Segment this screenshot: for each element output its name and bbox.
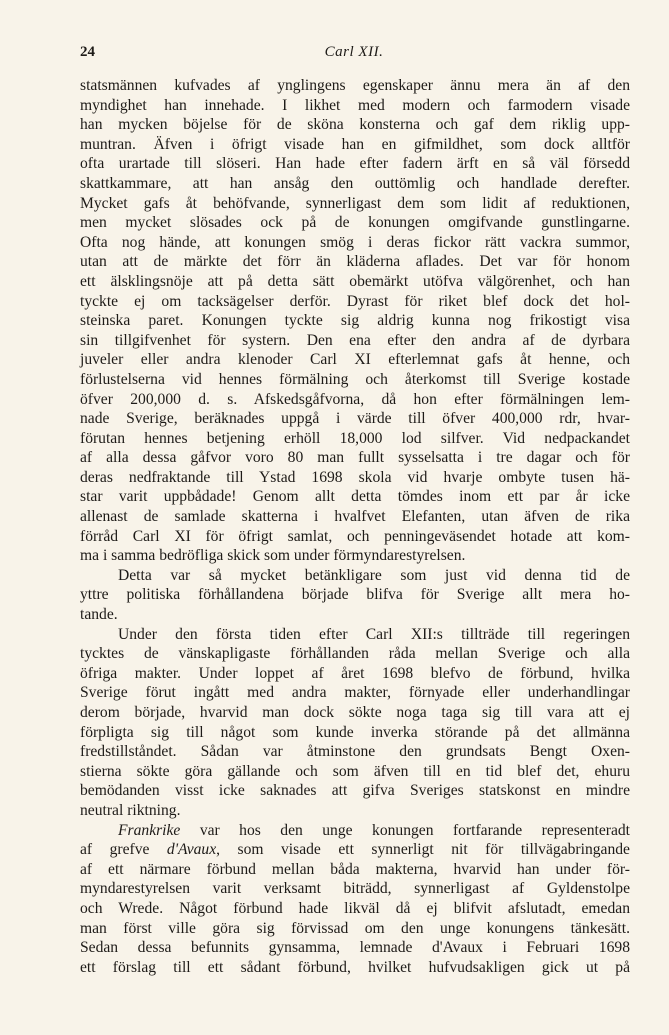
text-line: ofta urartade till slöseri. Han hade efter fadern ärft en så väl försedd (80, 155, 630, 173)
running-title: Carl XII. (324, 44, 384, 60)
text-line: öfriga makter. Under loppet af året 1698 blefvo de förbund, hvilka (80, 664, 630, 682)
text-line: sin tillgifvenhet för systern. Den ena efter den andra af de dyrbara (80, 331, 630, 349)
page-header (80, 44, 628, 66)
text-line: Under den första tiden efter Carl XII:s tillträde till regeringen (118, 625, 630, 643)
text-line: deras nedfraktande till Ystad 1698 skola vid hvarje ombyte tusen hä- (80, 468, 630, 486)
text-line: Mycket gafs åt behöfvande, synnerligast dem som lidit af reduktionen, (80, 194, 630, 212)
text-line: förlustelserna vid hennes förmälning och återkomst till Sverige kostade (80, 370, 630, 388)
body-text (80, 76, 630, 977)
text-line: steinska paret. Konungen tyckte sig aldrig kunna nog frikostigt visa (80, 312, 630, 330)
text-line: allenast de samlade skatterna i hvalfvet Elefanten, utan äfven de rika (80, 508, 630, 526)
text-line (80, 821, 630, 841)
text-line: myndarestyrelsen varit verksamt biträdd, synnerligast af Gyldenstolpe (80, 880, 630, 898)
text-fragment: af grefve (80, 841, 150, 859)
text-line: skattkammare, att han ansåg den outtömlig och handlade derefter. (80, 174, 630, 192)
emphasis-avaux: d'Avaux (166, 841, 217, 859)
text-line: tande. (80, 606, 118, 624)
text-line: statsmännen kufvades af ynglingens egenskaper ännu mera än af den (80, 77, 630, 94)
text-line: Detta var så mycket betänkligare som just vid denna tid de (118, 566, 630, 584)
text-line: förråd Carl XI för öfrigt samlat, och penningeväsendet hotade att kom- (80, 527, 630, 545)
text-line: förpligta sig till något som kunde inverka störande på det allmänna (80, 723, 630, 741)
text-line (80, 840, 630, 860)
text-line: juveler eller andra klenoder Carl XI efterlemnat gafs åt henne, och (80, 351, 630, 369)
page-number: 24 (80, 44, 95, 60)
text-line: af ett närmare förbund mellan båda makterna, hvarvid han under för- (80, 860, 630, 878)
text-line: öfver 200,000 d. s. Afskedsgåfvorna, då hon efter förmälningen lem- (80, 390, 630, 408)
text-line: nade Sverige, beräknades uppgå i värde till öfver 400,000 rdr, hvar- (80, 410, 630, 428)
text-line: ma i samma bedröfliga skick som under förmyndarestyrelsen. (80, 547, 466, 565)
text-line: Sverige förut ingått med andra makter, förnyade eller underhandlingar (80, 684, 630, 702)
text-line: muntran. Äfven i öfrigt visade han en gifmildhet, som dock alltför (80, 135, 630, 153)
text-line: star varit uppbådade! Genom allt detta tömdes inom ett par år icke (80, 488, 630, 506)
text-line: förutan hennes betjening erhöll 18,000 lod silfver. Vid nedpackandet (80, 429, 630, 447)
text-line: man först ville göra sig förvissad om den unge konungens tänkesätt. (80, 919, 630, 937)
text-line: Sedan dessa befunnits gynsamma, lemnade d'Avaux i Februari 1698 (80, 939, 630, 957)
text-line: af alla dessa gåfvor voro 80 man fullt sysselsatta i tre dagar och för (80, 449, 630, 467)
text-line: myndighet han innehade. I likhet med modern och farmodern visade (80, 96, 630, 114)
text-line: derom började, hvarvid man dock sökte noga taga sig till vara att ej (80, 704, 630, 721)
text-line: bemödanden visst icke saknades att gifva Sveriges statskonst en mindre (80, 782, 630, 800)
text-line: han mycken böjelse för de sköna konsterna och gaf dem riklig upp- (80, 116, 630, 134)
text-line: fredstillståndet. Sådan var åtminstone den grundsats Bengt Oxen- (80, 743, 630, 761)
text-fragment: , som visade ett synnerligt nit för tillvägabringande (216, 841, 630, 859)
text-fragment: var hos den unge konungen fortfarande representeradt (199, 821, 630, 839)
text-line: men mycket slösades ock på de konungen omgifvande gunstlingarne. (80, 214, 630, 232)
text-line: ett älsklingsnöje att på detta sätt obemärkt utöfva välgörenhet, och han (80, 272, 630, 290)
text-line: tyckte ej om tacksägelser derför. Dyrast för riket blef dock det hol- (80, 292, 630, 310)
text-line: tycktes de vänskapligaste förhållanden råda mellan Sverige och alla (80, 645, 630, 663)
text-line: ett förslag till ett sådant förbund, hvilket hufvudsakligen gick ut på (80, 958, 630, 976)
emphasis-frankrike: Frankrike (118, 821, 181, 839)
text-line: och Wrede. Något förbund hade likväl då ej blifvit afslutadt, emedan (80, 899, 630, 917)
text-line: Ofta nog hände, att konungen smög i deras fickor rätt vackra summor, (80, 233, 630, 251)
text-line: stierna sökte göra gällande och som äfven till en tid blef det, ehuru (80, 762, 630, 780)
text-line: neutral riktning. (80, 801, 181, 819)
text-line: yttre politiska förhållandena började blifva för Sverige allt mera ho- (80, 586, 630, 604)
text-line: utan att de märkte det förr än kläderna aflades. Det var för honom (80, 253, 630, 271)
